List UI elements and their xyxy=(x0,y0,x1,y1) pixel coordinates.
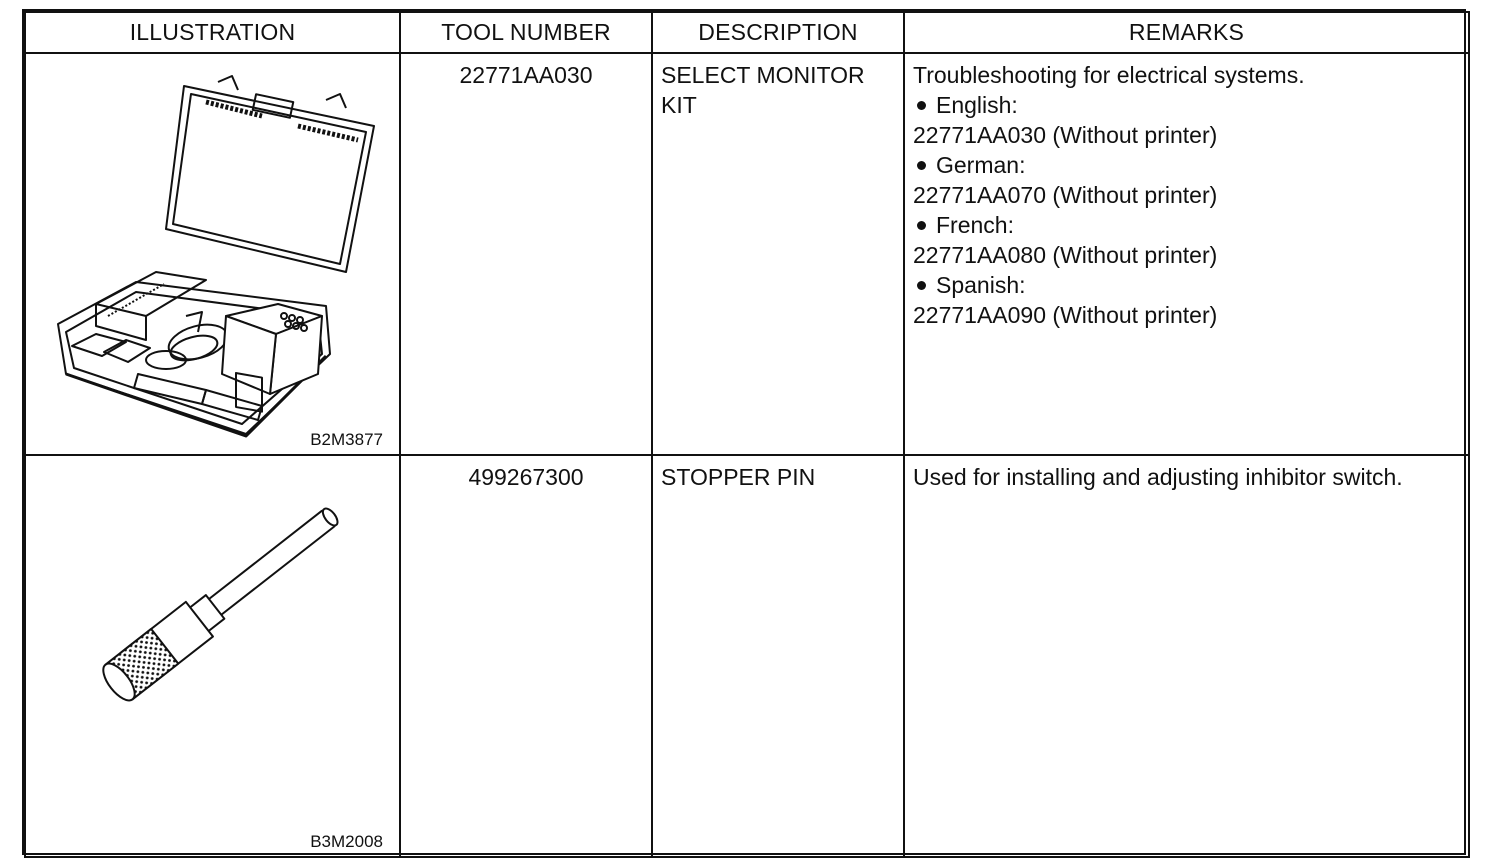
tool-number-cell xyxy=(400,455,652,857)
remarks-intro: Troubleshooting for electrical systems. xyxy=(913,62,1305,88)
figure-code: B3M2008 xyxy=(310,832,383,851)
bullet-icon xyxy=(917,221,926,230)
remarks-part: 22771AA030 (Without printer) xyxy=(913,122,1218,148)
remarks-cell xyxy=(904,53,1469,455)
figure-code: B2M3877 xyxy=(310,430,383,449)
select-monitor-kit-case-icon xyxy=(26,54,398,454)
description-cell xyxy=(652,53,904,455)
remarks-language: French: xyxy=(913,210,1460,240)
table-header-row xyxy=(25,12,1469,53)
bullet-icon xyxy=(917,101,926,110)
description-cell xyxy=(652,455,904,857)
header-remarks: REMARKS xyxy=(904,12,1469,53)
illustration-cell xyxy=(25,455,400,857)
remarks: Used for installing and adjusting inhibitor switch. xyxy=(913,464,1403,490)
tool-number: 22771AA030 xyxy=(459,62,593,88)
remarks-language: English: xyxy=(913,90,1460,120)
table-row xyxy=(25,53,1469,455)
tool-number: 499267300 xyxy=(468,464,584,490)
remarks-part: 22771AA080 (Without printer) xyxy=(913,242,1218,268)
illustration-cell xyxy=(25,53,400,455)
header-description: DESCRIPTION xyxy=(652,12,904,53)
special-tools-table-page xyxy=(22,9,1466,855)
remarks-language: German: xyxy=(913,150,1460,180)
description: SELECT MONITOR KIT xyxy=(661,62,865,118)
table-row xyxy=(25,455,1469,857)
special-tools-table xyxy=(24,11,1470,858)
tool-number-cell xyxy=(400,53,652,455)
description: STOPPER PIN xyxy=(661,464,816,490)
remarks-cell xyxy=(904,455,1469,857)
remarks-part: 22771AA070 (Without printer) xyxy=(913,182,1218,208)
remarks-language: Spanish: xyxy=(913,270,1460,300)
header-tool-number: TOOL NUMBER xyxy=(400,12,652,53)
remarks-part: 22771AA090 (Without printer) xyxy=(913,302,1218,328)
remarks xyxy=(905,54,1468,330)
bullet-icon xyxy=(917,281,926,290)
header-illustration: ILLUSTRATION xyxy=(25,12,400,53)
bullet-icon xyxy=(917,161,926,170)
stopper-pin-icon xyxy=(26,456,398,856)
